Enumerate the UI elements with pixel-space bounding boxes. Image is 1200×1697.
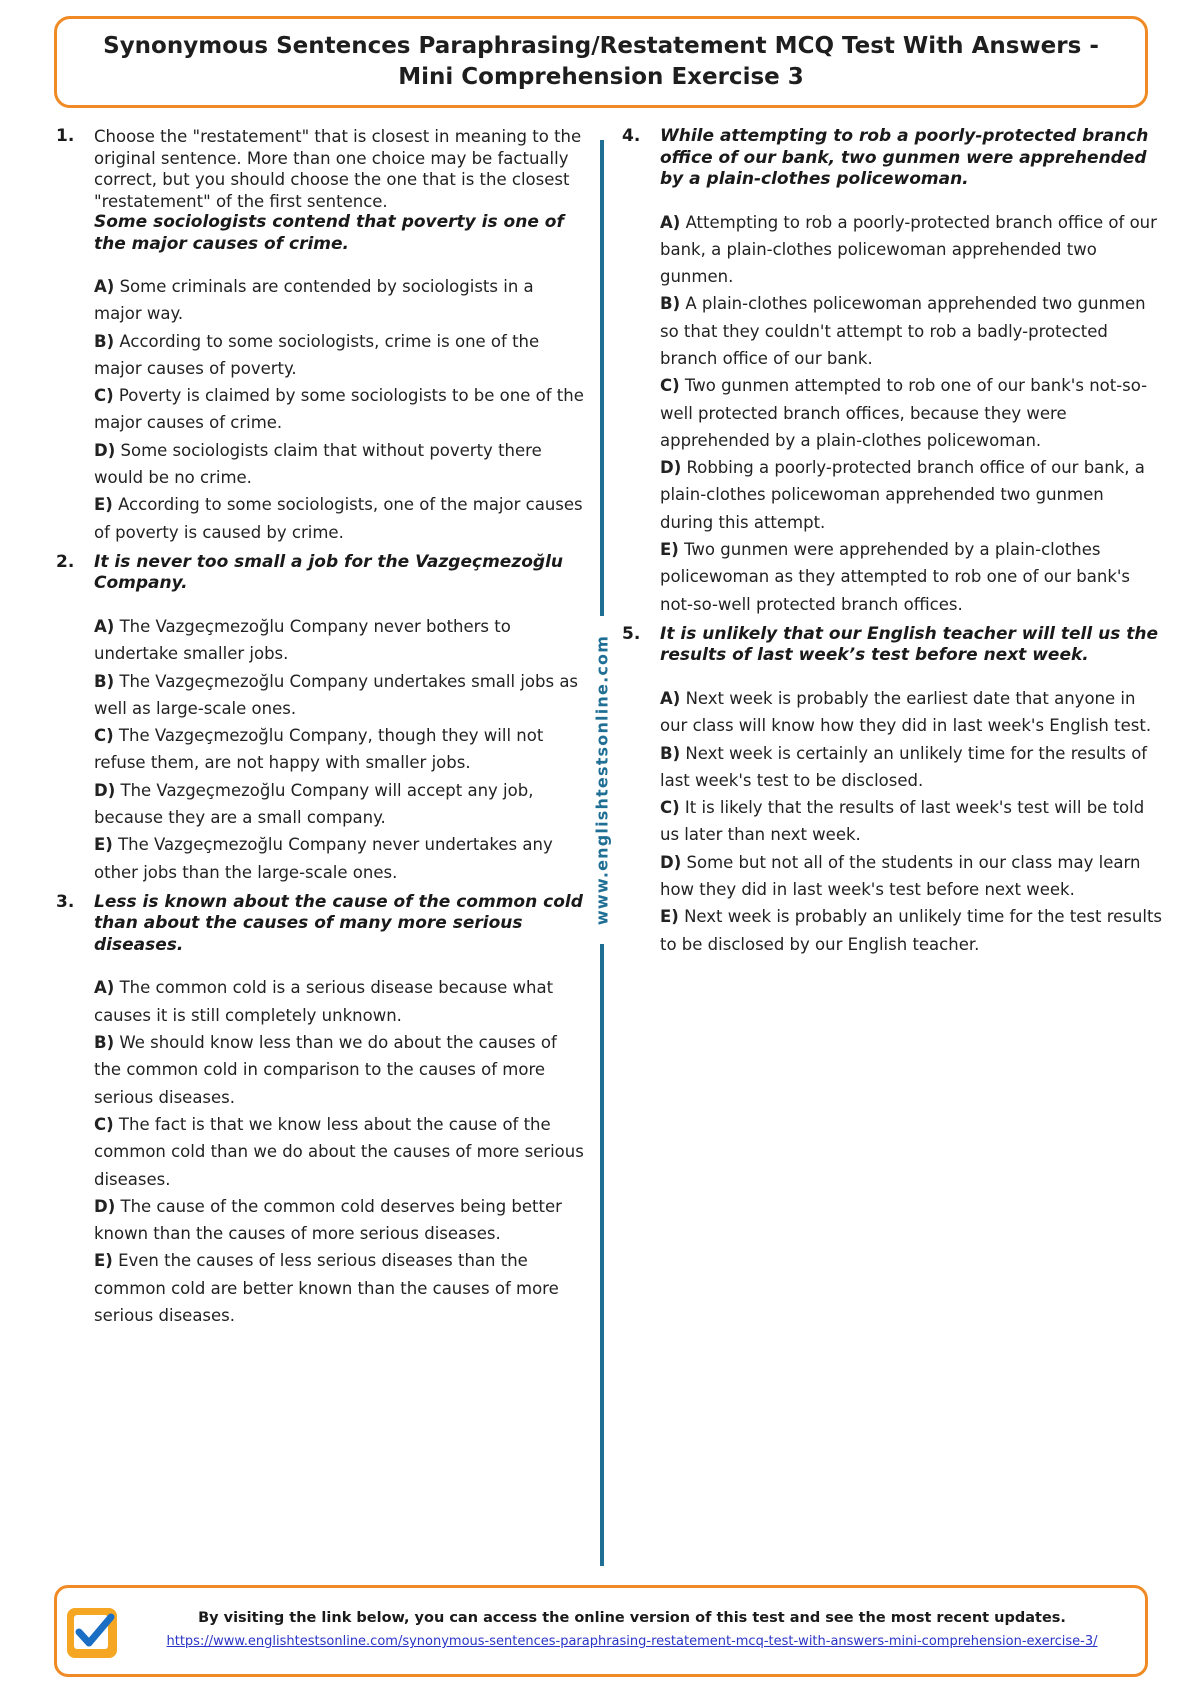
option-text: According to some sociologists, crime is one of the major causes of poverty. — [94, 331, 540, 378]
question-number: 4. — [622, 126, 641, 146]
option-letter: B) — [660, 743, 681, 763]
option-letter: A) — [94, 277, 115, 296]
option-letter: E) — [94, 495, 113, 515]
answer-options — [660, 209, 1162, 618]
option-text: Some but not all of the students in our class may learn how they did in last week's test before next week. — [660, 852, 1141, 900]
question-item — [56, 552, 586, 886]
question-sentence: It is never too small a job for the Vazgeçmezoğlu Company. — [94, 551, 563, 594]
column-divider-top — [600, 140, 604, 616]
answer-option — [660, 290, 1162, 372]
option-text: Some sociologists claim that without poverty there would be no crime. — [94, 440, 542, 488]
footer-notice: By visiting the link below, you can access the online version of this test and see the most recent updates. — [198, 1610, 1066, 1626]
option-text: Robbing a poorly-protected branch office of our bank, a plain-clothes policewoman apprehended two gunmen during this attempt. — [660, 458, 1145, 532]
option-text: Some criminals are contended by sociologists in a major way. — [94, 277, 534, 324]
left-column — [56, 126, 586, 1335]
answer-option — [94, 1029, 586, 1111]
answer-option — [94, 974, 586, 1029]
option-text: The common cold is a serious disease because what causes it is still completely unknown. — [94, 978, 554, 1025]
option-letter: A) — [94, 978, 115, 998]
option-text: Attempting to rob a poorly-protected branch office of our bank, a plain-clothes policewoman apprehended two gunmen. — [660, 212, 1157, 287]
option-text: The fact is that we know less about the cause of the common cold than we do about the causes of more serious diseases. — [94, 1114, 584, 1189]
answer-option — [94, 328, 586, 383]
option-text: The cause of the common cold deserves being better known than the causes of more serious diseases. — [94, 1196, 562, 1244]
option-text: It is likely that the results of last week's test will be told us later than next week. — [660, 798, 1145, 845]
option-letter: D) — [94, 1196, 116, 1216]
question-sentence: It is unlikely that our English teacher will tell us the results of last week’s test before next week. — [660, 623, 1159, 666]
option-letter: B) — [94, 1033, 115, 1053]
option-letter: C) — [94, 386, 114, 406]
option-letter: C) — [94, 1114, 114, 1134]
option-text: Next week is certainly an unlikely time for the results of last week's test to be disclosed. — [660, 743, 1148, 790]
option-letter: C) — [660, 798, 680, 818]
answer-option — [94, 831, 586, 886]
option-text: The Vazgeçmezoğlu Company undertakes small jobs as well as large-scale ones. — [94, 671, 579, 718]
answer-option — [94, 491, 586, 546]
answer-option — [660, 903, 1162, 958]
answer-option — [94, 668, 586, 723]
question-number: 2. — [56, 551, 75, 572]
option-text: The Vazgeçmezoğlu Company never bothers to undertake smaller jobs. — [94, 616, 511, 664]
answer-option — [660, 794, 1162, 849]
answer-option — [94, 777, 586, 832]
option-letter: B) — [660, 294, 681, 314]
option-text: Poverty is claimed by some sociologists to be one of the major causes of crime. — [94, 386, 584, 433]
option-letter: B) — [94, 331, 115, 351]
answer-option — [94, 437, 586, 492]
page-title-line-2: Mini Comprehension Exercise 3 — [398, 64, 804, 90]
question-item — [56, 892, 586, 1329]
answer-options — [94, 974, 586, 1329]
page-title-line-1: Synonymous Sentences Paraphrasing/Restatement MCQ Test With Answers - — [103, 33, 1099, 59]
option-letter: C) — [660, 376, 680, 396]
answer-option — [94, 1247, 586, 1329]
answer-option — [660, 454, 1162, 536]
option-text: Two gunmen were apprehended by a plain-clothes policewoman as they attempted to rob one of our bank's not-so-well protected branch offices. — [660, 540, 1131, 614]
option-letter: E) — [660, 907, 679, 927]
answer-option — [660, 536, 1162, 618]
option-letter: B) — [94, 671, 115, 691]
question-item — [622, 624, 1162, 958]
option-letter: D) — [660, 852, 682, 872]
question-sentence: Some sociologists contend that poverty is one of the major causes of crime. — [94, 212, 564, 254]
answer-option — [660, 209, 1162, 291]
site-url-vertical: www.englishtestsonline.com — [592, 634, 612, 926]
question-number: 3. — [56, 891, 75, 912]
option-letter: D) — [660, 458, 682, 478]
option-letter: A) — [660, 212, 681, 232]
question-item — [622, 126, 1162, 618]
checkbox-check-icon — [65, 1606, 119, 1660]
option-text: The Vazgeçmezoğlu Company will accept any job, because they are a small company. — [94, 780, 534, 828]
answer-option — [660, 372, 1162, 454]
answer-option — [94, 722, 586, 777]
option-text: We should know less than we do about the causes of the common cold in comparison to the causes of more serious diseases. — [94, 1033, 557, 1107]
question-sentence: Less is known about the cause of the common cold than about the causes of many more serious diseases. — [94, 891, 583, 955]
option-letter: E) — [94, 1251, 113, 1271]
answer-options — [660, 685, 1162, 958]
option-text: Even the causes of less serious diseases than the common cold are better known than the causes of more serious diseases. — [94, 1251, 559, 1325]
footer-link[interactable]: https://www.englishtestsonline.com/synonymous-sentences-paraphrasing-restatement-mcq-test-with-answers-mini-comprehension-exercise-3/ — [166, 1634, 1098, 1649]
answer-option — [94, 1193, 586, 1248]
answer-options — [94, 613, 586, 886]
option-letter: A) — [94, 616, 115, 636]
option-letter: E) — [94, 835, 113, 855]
question-number: 5. — [622, 623, 641, 644]
answer-options — [94, 273, 586, 546]
answer-option — [94, 1111, 586, 1193]
option-letter: E) — [660, 540, 679, 560]
option-text: According to some sociologists, one of the major causes of poverty is caused by crime. — [94, 495, 583, 542]
question-sentence: While attempting to rob a poorly-protected branch office of our bank, two gunmen were apprehended by a plain-clothes policewoman. — [660, 126, 1149, 189]
answer-option — [660, 685, 1162, 740]
question-instructions: Choose the "restatement" that is closest in meaning to the original sentence. More than one choice may be factually correct, but you should choose the one that is the closest "restatement" of the first sentence. — [94, 127, 582, 211]
question-number: 1. — [56, 126, 75, 146]
option-text: Two gunmen attempted to rob one of our bank's not-so-well protected branch offices, because they were apprehended by a plain-clothes policewoman. — [660, 376, 1148, 450]
right-column — [622, 126, 1162, 964]
answer-option — [660, 849, 1162, 904]
option-text: Next week is probably an unlikely time for the test results to be disclosed by our English teacher. — [660, 907, 1163, 954]
answer-option — [94, 273, 586, 328]
option-letter: C) — [94, 726, 114, 746]
option-text: The Vazgeçmezoğlu Company never undertakes any other jobs than the large-scale ones. — [94, 835, 553, 882]
answer-option — [660, 740, 1162, 795]
title-box — [54, 16, 1148, 108]
answer-option — [94, 613, 586, 668]
option-letter: A) — [660, 688, 681, 708]
option-text: The Vazgeçmezoğlu Company, though they will not refuse them, are not happy with smaller jobs. — [94, 726, 544, 773]
option-letter: D) — [94, 780, 116, 800]
answer-option — [94, 382, 586, 437]
option-letter: D) — [94, 440, 116, 460]
question-item — [56, 126, 586, 546]
option-text: A plain-clothes policewoman apprehended two gunmen so that they couldn't attempt to rob a badly-protected branch office of our bank. — [660, 294, 1146, 368]
footer-box — [54, 1585, 1148, 1677]
option-text: Next week is probably the earliest date that anyone in our class will know how they did in last week's English test. — [660, 688, 1152, 736]
column-divider-bottom — [600, 944, 604, 1566]
